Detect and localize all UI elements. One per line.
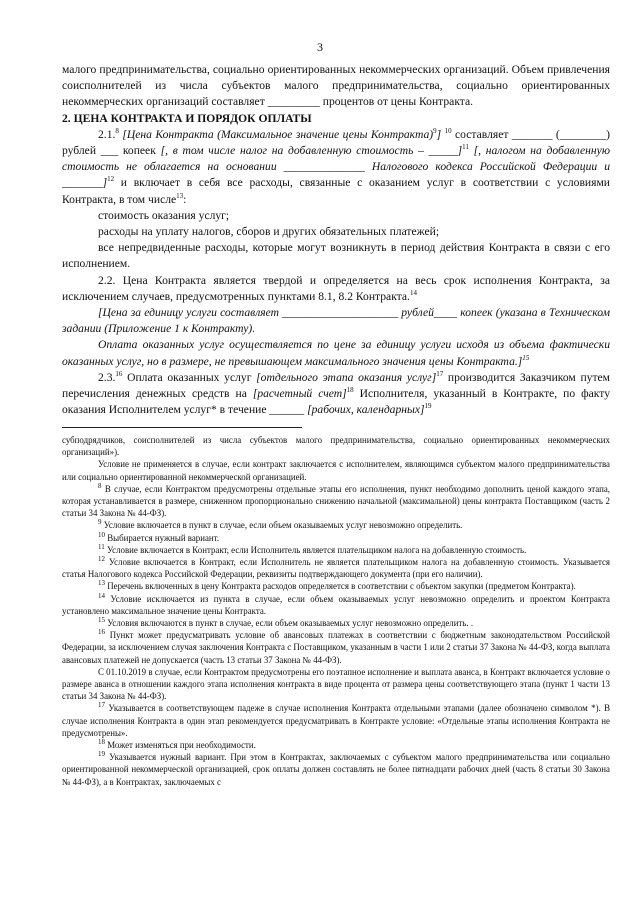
footnote-8: $^8$ В случае, если Контрактом предусмотрены отдельные этапы его исполнения, пункт необходимо дополнить ценой каждого этапа, которая устанавливается в размере, сниженном пропорционально снижению начальной (максимальной) цены контракта Поставщиком (часть 2 статьи 34 Закона № 44-ФЗ). (62, 481, 610, 519)
footnote-ref-8: 8 (115, 126, 119, 135)
footnote-12: $^{12}$ Условие включается в Контракт, если Исполнитель не является плательщиком налога на добавленную стоимость. Указывается статья Налогового кодекса Российской Федерации, реквизиты подтверждающего документа (при его наличии). (62, 555, 610, 580)
footnote-condition: Условие не применяется в случае, если контракт заключается с исполнителем, являющимся субъектом малого предпринимательства или социально ориентированной некоммерческой организацией. (62, 459, 610, 482)
footnote-ref-14: 14 (409, 288, 417, 297)
footnote-14: $^{14}$ Условие исключается из пункта в случае, если объем оказываемых услуг невозможно определить и проектом Контракта установлено максимальное значение цены Контракта. (62, 591, 610, 616)
section-title: 2. ЦЕНА КОНТРАКТА И ПОРЯДОК ОПЛАТЫ (62, 111, 312, 125)
footnote-ref-18: 18 (346, 386, 354, 395)
footnote-16-addendum: С 01.10.2019 в случае, если Контрактом предусмотрены его поэтапное исполнение и выплата аванса, в Контракт включается условие о размере аванса в отношении каждого этапа исполнения контракта в виде процента от размера цены соответствующего этапа (пункт 1 части 13 статьи 34 Закона № 44-ФЗ). (62, 666, 610, 702)
list-item: все непредвиденные расходы, которые могут возникнуть в период действия Контракта в связи с его исполнением. (62, 241, 610, 271)
paragraph-payment-volume: Оплата оказанных услуг осуществляется по цене за единицу услуги исходя из объема фактически оказанных услуг, но в размере, не превышающем максимального значения цены Контракта.]$^{15}$ (62, 338, 610, 368)
paragraph-2-3: 2.3.16 Оплата оказанных услуг [отдельного этапа оказания услуг]$^{17}$ производится Заказчиком путем перечисления денежных средств на [расчетный счет]$^{18}$ Исполнителя, указанный в Контракте, по факту оказания Исполнителем услуг* в течение ______ [рабочих, календарных]$^{19}$ (62, 370, 611, 417)
footnote-16: $^{16}$ Пункт может предусматривать условие об авансовых платежах в соответствии с бюджетным законодательством Российской Федерации, за исключением случая заключения Контракта с Поставщиком, указанным в части 1 или 2 статьи 37 Закона № 44-ФЗ, когда выплата авансовых платежей не допускается (часть 13 статьи 37 Закона № 44-ФЗ). (62, 628, 610, 665)
footnote-ref-13: 13 (176, 191, 184, 200)
footnote-11: $^{11}$ Условие включается в Контракт, если Исполнитель является плательщиком налога на добавленную стоимость. (98, 542, 527, 555)
footnote-9: $^9$ Условие включается в пункт в случае, если объем оказываемых услуг невозможно определить. (98, 518, 463, 531)
footnote-ref-17: 17 (436, 370, 444, 378)
footnote-ref-12: 12 (107, 175, 115, 184)
footnote-13: $^{13}$ Перечень включенных в цену Контракта расходов определяется в соответствии с объектом закупки (предметом Контракта). (98, 579, 576, 592)
footnote-17: $^{17}$ Указывается в соответствующем падеже в случае исполнения Контракта отдельными этапами (далее обозначено символом *). В случае исполнения Контракта в один этап рекомендуется предусматривать в Контракте условие: «Отдельные этапы исполнения Контракта не предусмотрены». (62, 701, 610, 738)
paragraph-2-1: 2.1.$^8$ [Цена Контракта (Максимальное значение цены Контракта)$^9$] $^{10}$ составляет _______ (________) рублей ___ копеек [, в том числе налог на добавленную стоимость – _____]$^{11}$ [, налогом на добавленную стоимость не облагается на основании ______________ Налогового кодекса Российской Федерации и _______]$^{12}$ и включает в себя все расходы, связанные с оказанием услуг в соответствии с условиями Контракта, в том числе$^{13}$: (62, 126, 610, 206)
footnote-ref-10: 10 (444, 126, 452, 135)
footnote-separator (62, 427, 302, 428)
paragraph-unit-price: [Цена за единицу услуги составляет ____________________ рублей____ копеек (указана в Техническом задании (Приложение 1 к Контракту). (62, 306, 610, 336)
footnote-ref-15: 15 (522, 353, 530, 362)
footnote-10: $^{10}$ Выбирается нужный вариант. (98, 530, 220, 543)
footnote-ref-11: 11 (462, 143, 469, 152)
main-text (62, 62, 610, 418)
footnote-ref-19: 19 (424, 402, 432, 411)
page-number: 3 (317, 40, 323, 54)
paragraph-intro: малого предпринимательства, социально ориентированных некоммерческих организаций. Объем привлечения соисполнителей из числа субъектов малого предпринимательства, социально ориентированных некоммерческих организаций составляет _________ процентов от цены Контракта. (62, 63, 610, 109)
footnote-15: $^{15}$ Условия включаются в пункт в случае, если объем оказываемых услуг невозможно определить. . (98, 616, 474, 629)
paragraph-2-2: 2.2. Цена Контракта является твердой и определяется на весь срок исполнения Контракта, за исключением случаев, предусмотренных пунктами 8.1, 8.2 Контракта.$^{14}$ (62, 273, 610, 303)
footnote-19: $^{19}$ Указывается нужный вариант. При этом в Контрактах, заключаемых с субъектом малого предпринимательства или социально ориентированной некоммерческой организацией, срок оплаты должен составлять не более пятнадцати рабочих дней (часть 8 статьи 30 Закона № 44-ФЗ), а в Контрактах, заключаемых с (62, 750, 610, 787)
footnote-ref-16: 16 (115, 370, 123, 378)
list-item: расходы на уплату налогов, сборов и других обязательных платежей; (98, 225, 440, 239)
footnotes (62, 434, 610, 788)
footnote-continuation: субподрядчиков, соисполнителей из числа субъектов малого предпринимательства, социально ориентированных некоммерческих организаций»). (62, 435, 610, 458)
footnote-ref-9: 9 (433, 126, 437, 135)
footnote-18: $^{18}$ Может изменяться при необходимости. (98, 738, 256, 751)
list-item: стоимость оказания услуг; (98, 208, 230, 222)
